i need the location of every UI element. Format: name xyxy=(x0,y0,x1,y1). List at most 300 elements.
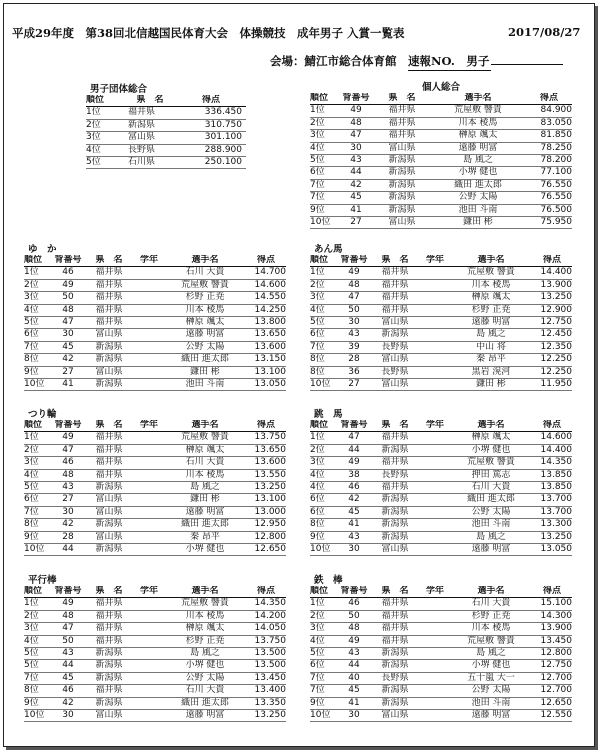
table-row xyxy=(24,432,286,444)
table-cell xyxy=(134,673,164,684)
pref-cell: 新潟県 xyxy=(128,119,156,130)
table-cell: 8位 xyxy=(310,366,325,377)
table-cell: 8位 xyxy=(24,519,39,530)
table-cell xyxy=(420,519,450,530)
table-cell: 49 xyxy=(62,598,74,609)
table-cell: 47 xyxy=(348,292,360,303)
table-cell: 12.750 xyxy=(540,660,572,671)
column-header: 得点 xyxy=(542,420,561,430)
table-cell: 13.600 xyxy=(254,457,286,468)
table-row xyxy=(310,342,572,354)
table-cell: 42 xyxy=(348,494,360,505)
column-header: 背番号 xyxy=(54,420,82,430)
table-cell: 1位 xyxy=(24,598,39,609)
column-header: 県 名 xyxy=(381,420,409,430)
table-cell: 公野 太陽 xyxy=(471,685,511,696)
table-cell: 富山県 xyxy=(381,354,409,365)
table-cell: 14.050 xyxy=(254,623,286,634)
table-cell: 14.250 xyxy=(254,304,286,315)
table-cell: 14.300 xyxy=(540,610,572,621)
table-cell: 45 xyxy=(62,672,74,683)
table-row xyxy=(24,611,286,623)
table-cell: 杉野 正尭 xyxy=(471,304,511,315)
column-header: 学年 xyxy=(139,586,158,596)
table-row xyxy=(310,130,572,142)
table-cell: 福井県 xyxy=(95,292,123,303)
table-row xyxy=(24,519,286,531)
table-row xyxy=(24,482,286,494)
table-cell: 14.350 xyxy=(540,457,572,468)
table-row xyxy=(24,457,286,469)
table-cell xyxy=(134,432,164,443)
table-cell xyxy=(420,280,450,291)
table-cell: 9位 xyxy=(310,697,325,708)
table-row xyxy=(310,445,572,457)
table-cell: 12.550 xyxy=(540,709,572,720)
table-cell: 30 xyxy=(348,709,360,720)
table-cell xyxy=(420,470,450,481)
table-cell xyxy=(420,598,450,609)
table-cell xyxy=(420,710,450,721)
table-row xyxy=(24,532,286,544)
table-row xyxy=(310,180,572,192)
table-cell: 39 xyxy=(348,341,360,352)
table-cell: 福井県 xyxy=(95,457,123,468)
table-cell: 13.900 xyxy=(540,623,572,634)
table-header xyxy=(24,420,286,432)
table-cell: 41 xyxy=(350,204,362,215)
table-cell: 44 xyxy=(62,543,74,554)
table-row xyxy=(86,120,246,132)
table-cell: 78.250 xyxy=(540,142,572,153)
table-cell: 4位 xyxy=(310,142,325,153)
table-cell xyxy=(134,367,164,378)
table-cell: 新潟県 xyxy=(95,697,123,708)
table-row xyxy=(310,598,572,610)
table-cell: 47 xyxy=(62,316,74,327)
table-row xyxy=(310,470,572,482)
table-cell: 48 xyxy=(350,117,362,128)
table-cell: 41 xyxy=(348,697,360,708)
table-cell: 42 xyxy=(62,697,74,708)
table-cell: 10位 xyxy=(310,709,331,720)
table-cell: 13.500 xyxy=(254,660,286,671)
table-cell: 押田 篤志 xyxy=(471,469,511,480)
table-cell: 4位 xyxy=(24,635,39,646)
column-header: 順位 xyxy=(310,255,329,265)
table-row xyxy=(310,636,572,648)
table-cell: 43 xyxy=(350,154,362,165)
table-cell: 4位 xyxy=(24,469,39,480)
table-cell xyxy=(134,305,164,316)
event-floor xyxy=(24,244,286,391)
table-cell: 公野 太陽 xyxy=(185,341,225,352)
table-cell: 13.250 xyxy=(254,709,286,720)
table-cell: 池田 斗南 xyxy=(471,697,511,708)
table-cell: 新潟県 xyxy=(381,660,409,671)
table-cell: 小堺 健也 xyxy=(458,167,498,178)
table-cell: 14.400 xyxy=(540,267,572,278)
table-cell xyxy=(420,354,450,365)
table-cell: 50 xyxy=(62,635,74,646)
table-cell: 荒屋敷 響貴 xyxy=(467,457,515,468)
table-row xyxy=(310,317,572,329)
table-cell: 島 風之 xyxy=(476,531,506,542)
table-cell: 14.600 xyxy=(254,279,286,290)
table-cell: 川本 稜馬 xyxy=(185,304,225,315)
table-row xyxy=(24,494,286,506)
table-cell: 13.350 xyxy=(254,697,286,708)
table-cell xyxy=(134,623,164,634)
table-cell: 14.600 xyxy=(540,432,572,443)
table-cell: 福井県 xyxy=(95,610,123,621)
table-row xyxy=(310,685,572,697)
table-cell: 福井県 xyxy=(381,610,409,621)
table-cell: 福井県 xyxy=(381,432,409,443)
table-cell xyxy=(420,532,450,543)
document-date: 2017/08/27 xyxy=(508,25,581,39)
table-cell: 新潟県 xyxy=(381,647,409,658)
table-cell: 福井県 xyxy=(381,481,409,492)
section-title: つり輪 xyxy=(28,409,57,420)
event-pommel-horse xyxy=(310,244,572,391)
table-cell: 30 xyxy=(350,142,362,153)
table-row xyxy=(24,698,286,710)
table-cell: 遠藤 明富 xyxy=(185,709,225,720)
table-cell: 47 xyxy=(62,623,74,634)
table-cell: 6位 xyxy=(24,329,39,340)
table-cell: 織田 進太郎 xyxy=(181,697,229,708)
table-cell: 10位 xyxy=(310,378,331,389)
table-cell: 富山県 xyxy=(388,142,416,153)
column-header: 県 名 xyxy=(381,255,409,265)
table-row xyxy=(86,107,246,119)
table-row xyxy=(24,280,286,292)
table-cell xyxy=(420,367,450,378)
table-cell: 12.800 xyxy=(254,531,286,542)
section-title: ゆ か xyxy=(28,244,57,255)
table-cell: 8位 xyxy=(24,685,39,696)
table-cell: 池田 斗南 xyxy=(471,519,511,530)
table-header xyxy=(86,95,246,107)
column-header: 順位 xyxy=(24,586,43,596)
table-cell: 福井県 xyxy=(95,432,123,443)
table-cell: 12.350 xyxy=(540,341,572,352)
table-cell: 48 xyxy=(348,623,360,634)
table-cell xyxy=(134,470,164,481)
table-cell: 富山県 xyxy=(95,329,123,340)
table-cell: 30 xyxy=(62,329,74,340)
table-cell: 44 xyxy=(348,660,360,671)
table-cell: 福井県 xyxy=(381,623,409,634)
table-cell: 13.750 xyxy=(254,635,286,646)
table-cell xyxy=(134,494,164,505)
table-cell xyxy=(134,445,164,456)
table-cell xyxy=(134,379,164,390)
table-cell: 榊原 颯太 xyxy=(458,130,498,141)
column-header: 順位 xyxy=(310,586,329,596)
table-cell: 福井県 xyxy=(388,117,416,128)
table-cell xyxy=(134,482,164,493)
table-cell xyxy=(420,494,450,505)
table-cell xyxy=(420,317,450,328)
table-cell: 9位 xyxy=(24,366,39,377)
team-standings xyxy=(86,84,246,169)
table-cell: 富山県 xyxy=(381,378,409,389)
table-cell: 新潟県 xyxy=(381,506,409,517)
table-cell xyxy=(420,379,450,390)
table-cell: 新潟県 xyxy=(95,543,123,554)
table-cell: 福井県 xyxy=(381,598,409,609)
column-header: 選手名 xyxy=(191,586,219,596)
table-cell: 8位 xyxy=(310,519,325,530)
score-cell: 288.900 xyxy=(204,144,242,155)
table-cell: 3位 xyxy=(24,623,39,634)
table-cell: 榊原 颯太 xyxy=(185,316,225,327)
table-cell: 43 xyxy=(62,647,74,658)
table-cell: 福井県 xyxy=(381,457,409,468)
table-cell: 7位 xyxy=(310,672,325,683)
table-cell xyxy=(134,648,164,659)
table-cell: 43 xyxy=(62,481,74,492)
table-cell: 1位 xyxy=(310,105,325,116)
table-cell: 50 xyxy=(348,304,360,315)
event-horizontal-bar xyxy=(310,575,572,722)
table-cell: 28 xyxy=(348,354,360,365)
table-cell: 1位 xyxy=(24,267,39,278)
table-cell: 榊原 颯太 xyxy=(471,432,511,443)
table-cell: 49 xyxy=(348,635,360,646)
table-cell: 遠藤 明富 xyxy=(471,543,511,554)
table-cell: 13.500 xyxy=(254,647,286,658)
table-cell xyxy=(134,660,164,671)
score-cell: 301.100 xyxy=(204,132,242,143)
rank-cell: 5位 xyxy=(86,156,101,167)
table-cell: 5位 xyxy=(310,154,325,165)
table-cell xyxy=(134,342,164,353)
table-row xyxy=(24,342,286,354)
table-row xyxy=(310,143,572,155)
table-cell: 福井県 xyxy=(95,635,123,646)
table-cell: 50 xyxy=(62,292,74,303)
table-cell: 84.900 xyxy=(540,105,572,116)
table-cell: 44 xyxy=(62,660,74,671)
table-row xyxy=(24,292,286,304)
column-header: 県 名 xyxy=(95,420,123,430)
table-cell: 石川 大貴 xyxy=(185,685,225,696)
table-cell: 秦 昂平 xyxy=(476,354,506,365)
table-cell: 11.950 xyxy=(540,378,572,389)
column-header: 県 名 xyxy=(381,586,409,596)
table-cell: 富山県 xyxy=(95,531,123,542)
table-cell: 13.750 xyxy=(254,432,286,443)
section-title: 跳 馬 xyxy=(314,409,343,420)
column-header: 背番号 xyxy=(340,586,368,596)
table-cell: 13.700 xyxy=(540,494,572,505)
column-header: 学年 xyxy=(139,420,158,430)
table-cell: 7位 xyxy=(310,179,325,190)
table-cell xyxy=(420,636,450,647)
table-cell: 福井県 xyxy=(95,598,123,609)
table-cell xyxy=(134,598,164,609)
table-cell: 30 xyxy=(348,316,360,327)
table-row xyxy=(310,205,572,217)
table-cell: 14.550 xyxy=(254,292,286,303)
table-row xyxy=(310,292,572,304)
table-cell: 2位 xyxy=(310,117,325,128)
table-cell: 9位 xyxy=(310,531,325,542)
table-cell: 新潟県 xyxy=(95,354,123,365)
table-cell: 13.150 xyxy=(254,354,286,365)
table-cell: 4位 xyxy=(310,635,325,646)
table-cell: 3位 xyxy=(310,292,325,303)
table-cell: 27 xyxy=(62,494,74,505)
table-row xyxy=(310,544,572,556)
table-cell: 13.850 xyxy=(540,469,572,480)
table-cell: 富山県 xyxy=(95,494,123,505)
table-cell: 新潟県 xyxy=(95,647,123,658)
table-cell: 13.250 xyxy=(540,292,572,303)
table-cell: 41 xyxy=(348,519,360,530)
table-cell xyxy=(134,685,164,696)
table-header xyxy=(310,420,572,432)
table-cell: 13.100 xyxy=(254,366,286,377)
table-cell: 新潟県 xyxy=(388,204,416,215)
table-cell: 富山県 xyxy=(381,709,409,720)
table-cell: 27 xyxy=(350,216,362,227)
table-cell: 新潟県 xyxy=(388,179,416,190)
table-row xyxy=(310,280,572,292)
table-cell: 14.400 xyxy=(540,444,572,455)
table-row xyxy=(310,482,572,494)
table-cell xyxy=(134,267,164,278)
table-cell xyxy=(134,292,164,303)
table-cell: 13.550 xyxy=(254,469,286,480)
table-cell: 45 xyxy=(348,685,360,696)
table-cell: 27 xyxy=(348,378,360,389)
table-cell: 福井県 xyxy=(95,304,123,315)
table-cell: 7位 xyxy=(310,192,325,203)
table-cell: 30 xyxy=(62,506,74,517)
table-cell: 7位 xyxy=(310,341,325,352)
section-title: あん馬 xyxy=(314,244,343,255)
table-cell: 47 xyxy=(350,130,362,141)
column-header: 背番号 xyxy=(342,93,370,103)
table-cell: 荒屋敷 響貴 xyxy=(181,598,229,609)
table-cell: 7位 xyxy=(24,672,39,683)
table-cell: 遠藤 明富 xyxy=(185,329,225,340)
table-row xyxy=(310,432,572,444)
table-cell: 47 xyxy=(348,432,360,443)
table-row xyxy=(310,192,572,204)
table-row xyxy=(24,636,286,648)
table-cell: 長野県 xyxy=(381,672,409,683)
column-header: 学年 xyxy=(139,255,158,265)
table-cell: 3位 xyxy=(310,457,325,468)
table-cell xyxy=(134,280,164,291)
column-header: 得点 xyxy=(256,420,275,430)
table-cell: 13.800 xyxy=(254,316,286,327)
table-row xyxy=(310,457,572,469)
table-row xyxy=(310,118,572,130)
table-cell: 福井県 xyxy=(388,105,416,116)
table-cell: 28 xyxy=(62,531,74,542)
table-cell: 新潟県 xyxy=(95,660,123,671)
table-cell: 12.250 xyxy=(540,354,572,365)
table-cell: 荒屋敷 響貴 xyxy=(181,279,229,290)
table-cell: 新潟県 xyxy=(381,531,409,542)
score-cell: 250.100 xyxy=(204,156,242,167)
score-cell: 310.750 xyxy=(204,119,242,130)
table-cell xyxy=(420,305,450,316)
column-header: 学年 xyxy=(425,586,444,596)
section-title: 男子団体総合 xyxy=(90,84,148,95)
table-row xyxy=(24,623,286,635)
table-cell: 6位 xyxy=(310,506,325,517)
table-header xyxy=(310,255,572,267)
table-row xyxy=(24,305,286,317)
table-cell: 78.200 xyxy=(540,154,572,165)
table-cell: 荒屋敷 響貴 xyxy=(467,267,515,278)
column-header: 背番号 xyxy=(54,586,82,596)
table-cell: 13.450 xyxy=(540,635,572,646)
table-cell: 遠藤 明富 xyxy=(471,709,511,720)
table-cell: 4位 xyxy=(310,481,325,492)
table-cell: 鎌田 彬 xyxy=(476,378,506,389)
column-header: 得点 xyxy=(542,586,561,596)
table-cell: 4位 xyxy=(24,304,39,315)
table-cell: 76.500 xyxy=(540,204,572,215)
rank-cell: 4位 xyxy=(86,144,101,155)
table-cell xyxy=(420,342,450,353)
column-header: 選手名 xyxy=(464,93,492,103)
table-cell: 秦 昂平 xyxy=(190,531,220,542)
table-cell: 黒岩 滉河 xyxy=(471,366,511,377)
table-cell xyxy=(420,698,450,709)
table-cell: 6位 xyxy=(310,329,325,340)
table-cell: 公野 太陽 xyxy=(458,192,498,203)
table-row xyxy=(24,470,286,482)
rank-cell: 3位 xyxy=(86,132,101,143)
pref-cell: 長野県 xyxy=(128,144,156,155)
table-cell: 2位 xyxy=(310,610,325,621)
venue-line xyxy=(270,53,563,71)
table-cell: 1位 xyxy=(24,432,39,443)
table-cell: 83.050 xyxy=(540,117,572,128)
table-row xyxy=(310,648,572,660)
table-row xyxy=(310,532,572,544)
table-cell: 12.700 xyxy=(540,672,572,683)
table-cell xyxy=(134,636,164,647)
table-cell: 2位 xyxy=(24,279,39,290)
table-cell: 76.550 xyxy=(540,179,572,190)
table-cell: 川本 稜馬 xyxy=(185,610,225,621)
table-cell: 43 xyxy=(348,531,360,542)
table-cell: 48 xyxy=(62,469,74,480)
column-header: 順位 xyxy=(24,255,43,265)
table-cell: 5位 xyxy=(24,316,39,327)
table-row xyxy=(310,710,572,722)
table-cell: 13.050 xyxy=(254,378,286,389)
table-cell xyxy=(420,660,450,671)
table-cell: 10位 xyxy=(24,543,45,554)
column-header: 県 名 xyxy=(95,255,123,265)
table-cell: 2位 xyxy=(24,610,39,621)
column-header: 順位 xyxy=(310,420,329,430)
table-cell: 48 xyxy=(348,279,360,290)
table-cell: 30 xyxy=(348,543,360,554)
table-cell: 遠藤 明富 xyxy=(185,506,225,517)
